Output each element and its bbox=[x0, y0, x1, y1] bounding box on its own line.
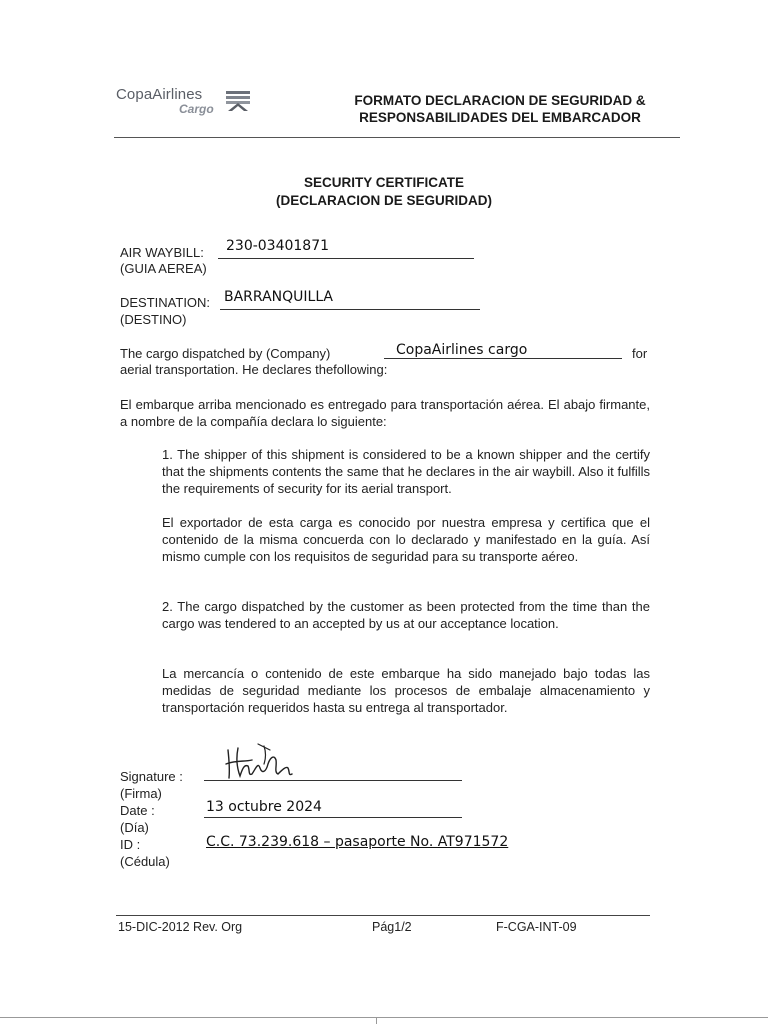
form-header-line1: FORMATO DECLARACION DE SEGURIDAD & bbox=[354, 93, 646, 108]
logo-sub-text: Cargo bbox=[179, 102, 214, 116]
copa-airlines-cargo-logo bbox=[116, 86, 256, 120]
header-divider bbox=[114, 137, 680, 138]
item1-paragraph-en: 1. The shipper of this shipment is considered to be a known shipper and the certify that the shipments contents the same that he declares in the air waybill. Also it fulfills the requirements of security for its aerial transport. bbox=[162, 447, 650, 496]
form-header-line2: RESPONSABILIDADES DEL EMBARCADOR bbox=[359, 110, 641, 125]
footer-form-code: F-CGA-INT-09 bbox=[496, 920, 577, 934]
certificate-title-en: SECURITY CERTIFICATE bbox=[303, 175, 464, 190]
company-underline bbox=[384, 358, 622, 359]
destination-label-es: (DESTINO) bbox=[120, 312, 187, 327]
waybill-label: AIR WAYBILL: bbox=[120, 245, 204, 260]
destination-value: BARRANQUILLA bbox=[224, 289, 334, 305]
date-label-es: (Día) bbox=[120, 820, 149, 835]
waybill-label-es: (GUIA AEREA) bbox=[120, 261, 207, 276]
footer-page-number: Pág1/2 bbox=[372, 920, 412, 934]
company-text-before: The cargo dispatched by (Company) bbox=[120, 346, 331, 361]
form-header-title bbox=[330, 92, 670, 126]
waybill-value: 230-03401871 bbox=[226, 238, 330, 254]
signature-label: Signature : bbox=[120, 769, 183, 784]
date-label: Date : bbox=[120, 803, 155, 818]
footer-revision: 15-DIC-2012 Rev. Org bbox=[118, 920, 243, 934]
company-value: CopaAirlines cargo bbox=[396, 342, 528, 358]
item2-paragraph-en: 2. The cargo dispatched by the customer as been protected from the time than the cargo was tendered to an accepted by us at our acceptance location. bbox=[162, 599, 650, 631]
waybill-underline bbox=[218, 258, 474, 259]
page-edge bbox=[0, 1017, 768, 1018]
intro-paragraph-es: El embarque arriba mencionado es entregado para transportación aérea. El abajo firmante, a nombre de la compañía declara lo siguiente: bbox=[120, 397, 650, 429]
destination-label: DESTINATION: bbox=[120, 295, 211, 310]
item1-paragraph-es: El exportador de esta carga es conocido por nuestra empresa y certifica que el contenido de la misma concuerda con lo declarado y manifestado en la guía. Así mismo cumple con los requisitos de seguridad para su transporte aéreo. bbox=[162, 515, 650, 564]
id-label-es: (Cédula) bbox=[120, 854, 170, 869]
logo-brand-text: CopaAirlines bbox=[116, 86, 203, 103]
page-edge-tick bbox=[376, 1017, 377, 1024]
item2-paragraph-es: La mercancía o contenido de este embarque ha sido manejado bajo todas las medidas de seguridad mediante los procesos de embalaje almacenamiento y transportación requeridos hasta su entrega al transportador. bbox=[162, 666, 650, 715]
company-text-after: for bbox=[632, 346, 648, 361]
date-value: 13 octubre 2024 bbox=[206, 799, 322, 815]
id-label: ID : bbox=[120, 837, 141, 852]
id-value: C.C. 73.239.618 – pasaporte No. AT971572 bbox=[206, 834, 509, 850]
date-underline bbox=[204, 817, 462, 818]
footer-divider bbox=[116, 915, 650, 916]
signature-underline bbox=[204, 780, 462, 781]
certificate-title-es: (DECLARACION DE SEGURIDAD) bbox=[276, 193, 492, 208]
certificate-title bbox=[200, 174, 568, 210]
company-line2: aerial transportation. He declares thefollowing: bbox=[120, 362, 388, 377]
handwritten-signature bbox=[222, 740, 302, 784]
logo-mark-icon bbox=[224, 89, 252, 115]
destination-underline bbox=[220, 309, 480, 310]
signature-label-es: (Firma) bbox=[120, 786, 162, 801]
